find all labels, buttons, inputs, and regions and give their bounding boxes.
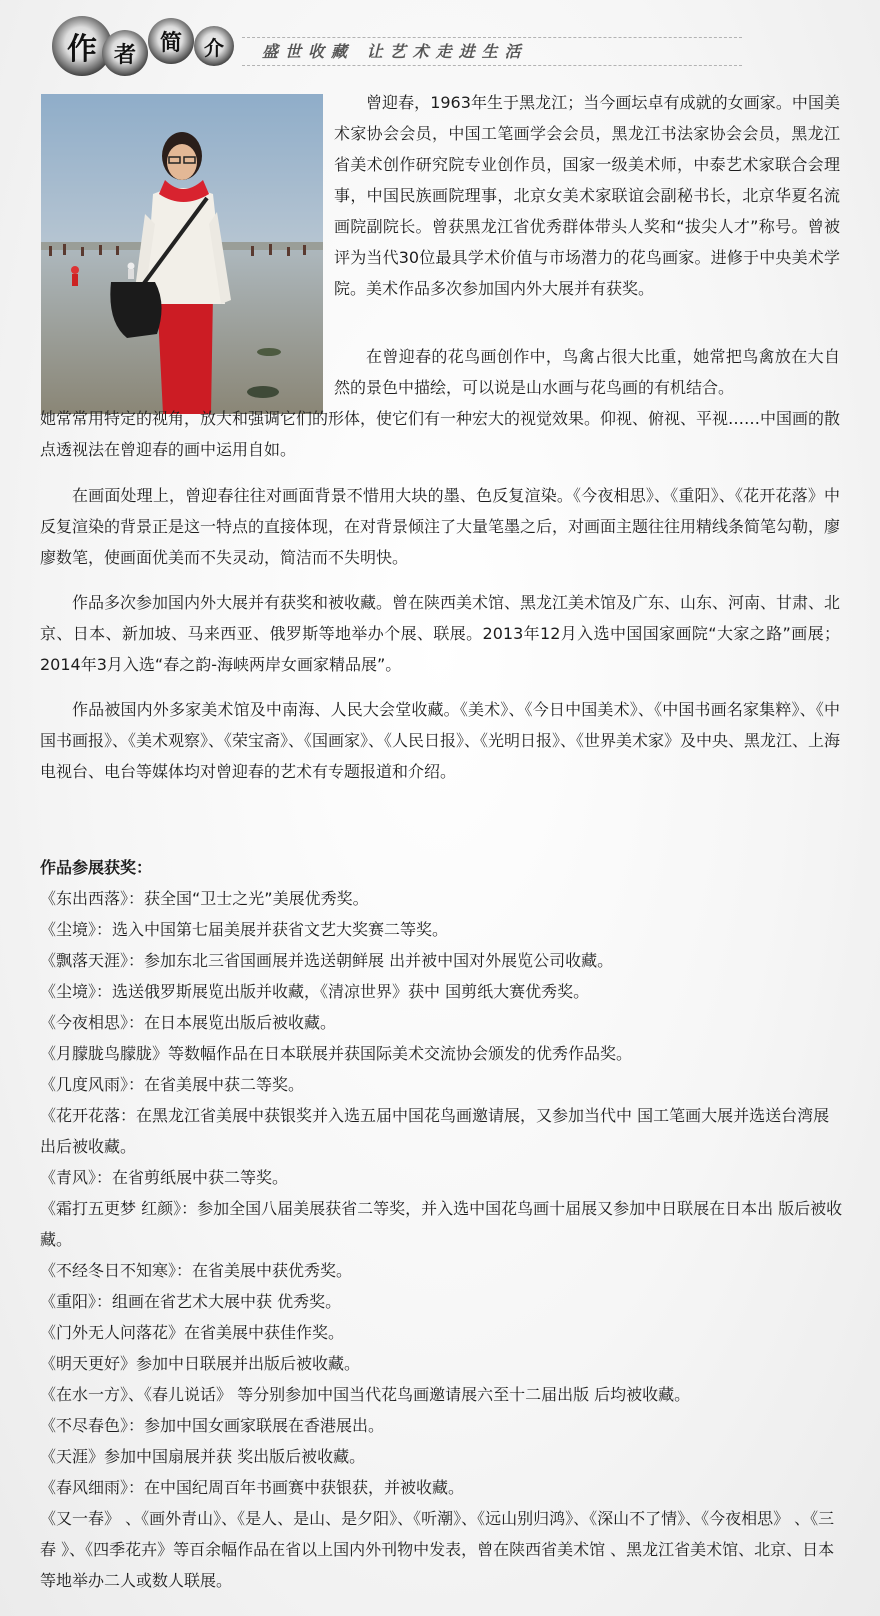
award-item: 《花开花落：在黑龙江省美展中获银奖并入选五届中国花鸟画邀请展，又参加当代中 国工笔画大展并选送台湾展出后被收藏。	[40, 1106, 830, 1156]
award-item: 《月朦胧鸟朦胧》等数幅作品在日本联展并获国际美术交流协会颁发的优秀作品奖。	[40, 1044, 633, 1063]
award-item: 《青风》：在省剪纸展中获二等奖。	[40, 1168, 289, 1187]
award-item: 《在水一方》、《春儿说话》 等分别参加中国当代花鸟画邀请展六至十二届出版 后均被收藏。	[40, 1385, 691, 1404]
award-item: 《飘落天涯》：参加东北三省国画展并选送朝鲜展 出并被中国对外展览公司收藏。	[40, 951, 614, 970]
intro-paragraph-2-part-2: 她常常用特定的视角，放大和强调它们的形体，使它们有一种宏大的视觉效果。仰视、俯视、平视……中国画的散点透视法在曾迎春的画中运用自如。	[40, 409, 841, 459]
award-item: 《明天更好》参加中日联展并出版后被收藏。	[40, 1354, 361, 1373]
award-item: 《霜打五更梦 红颜》：参加全国八届美展获省二等奖，并入选中国花鸟画十届展又参加中日联展在日本出 版后被收藏。	[40, 1199, 843, 1249]
title-char: 介	[204, 35, 224, 60]
intro-paragraph-5: 作品被国内外多家美术馆及中南海、人民大会堂收藏。《美术》、《今日中国美术》、《中国书画名家集粹》、《中国书画报》、《美术观察》、《荣宝斋》、《国画家》、《人民日报》、《光明日报》、《世界美术家》及中央、黑龙江、上海电视台、电台等媒体均对曾迎春的艺术有专题报道和介绍。	[40, 700, 841, 781]
intro-paragraph-4: 作品多次参加国内外大展并有获奖和被收藏。曾在陕西美术馆、黑龙江美术馆及广东、山东、河南、甘肃、北京、日本、新加坡、马来西亚、俄罗斯等地举办个展、联展。2013年12月入选中国国家画院“大家之路”画展；2014年3月入选“春之韵-海峡两岸女画家精品展”。	[40, 593, 841, 674]
intro-paragraph-1: 曾迎春，1963年生于黑龙江；当今画坛卓有成就的女画家。中国美术家协会会员，中国工笔画学会会员，黑龙江书法家协会会员，黑龙江省美术创作研究院专业创作员，国家一级美术师，中泰艺术家联合会理事，中国民族画院理事，北京女美术家联谊会副秘书长，北京华夏名流画院副院长。曾获黑龙江省优秀群体带头人奖和“拔尖人才”称号。曾被评为当代30位最具学术价值与市场潜力的花鸟画家。进修于中央美术学院。美术作品多次参加国内外大展并有获奖。	[334, 93, 840, 298]
award-item: 《天涯》参加中国扇展并获 奖出版后被收藏。	[40, 1447, 366, 1466]
award-item: 《门外无人问落花》在省美展中获佳作奖。	[40, 1323, 345, 1342]
award-item: 《春风细雨》：在中国纪周百年书画赛中获银获，并被收藏。	[40, 1478, 465, 1497]
award-item: 《几度风雨》：在省美展中获二等奖。	[40, 1075, 305, 1094]
award-item: 《重阳》：组画在省艺术大展中获 优秀奖。	[40, 1292, 342, 1311]
header-slogan: 盛世收藏 让艺术走进生活	[262, 42, 528, 61]
award-item: 《尘境》：选入中国第七届美展并获省文艺大奖赛二等奖。	[40, 920, 449, 939]
awards-title: 作品参展获奖：	[40, 858, 153, 877]
award-item: 《尘境》：选送俄罗斯展览出版并收藏，《清凉世界》获中 国剪纸大赛优秀奖。	[40, 982, 590, 1001]
intro-paragraph-2-part-1: 在曾迎春的花鸟画创作中，鸟禽占很大比重，她常把鸟禽放在大自然的景色中描绘，可以说是山水画与花鸟画的有机结合。	[334, 347, 840, 397]
award-item: 《东出西落》：获全国“卫士之光”美展优秀奖。	[40, 889, 369, 908]
title-char: 者	[113, 41, 136, 68]
title-char: 作	[67, 32, 97, 67]
award-item: 《不经冬日不知寒》：在省美展中获优秀奖。	[40, 1261, 353, 1280]
title-char: 简	[159, 29, 182, 56]
intro-paragraph-3: 在画面处理上，曾迎春往往对画面背景不惜用大块的墨、色反复渲染。《今夜相思》、《重阳》、《花开花落》中反复渲染的背景正是这一特点的直接体现，在对背景倾注了大量笔墨之后，对画面主题往往用精线条简笔勾勒，廖廖数笔，使画面优美而不失灵动，简洁而不失明快。	[40, 486, 841, 567]
awards-list	[40, 883, 844, 1596]
award-item: 《又一春》 、《画外青山》、《是人、是山、是夕阳》、《听潮》、《远山别归鸿》、《深山不了情》、《今夜相思》 、《三春 》、《四季花卉》等百余幅作品在省以上国内外刊物中发表，曾在陕西省美术馆 、黑龙江省美术馆、北京、日本等地举办二人或数人联展。	[40, 1509, 835, 1590]
award-item: 《不尽春色》：参加中国女画家联展在香港展出。	[40, 1416, 385, 1435]
award-item: 《今夜相思》：在日本展览出版后被收藏。	[40, 1013, 337, 1032]
